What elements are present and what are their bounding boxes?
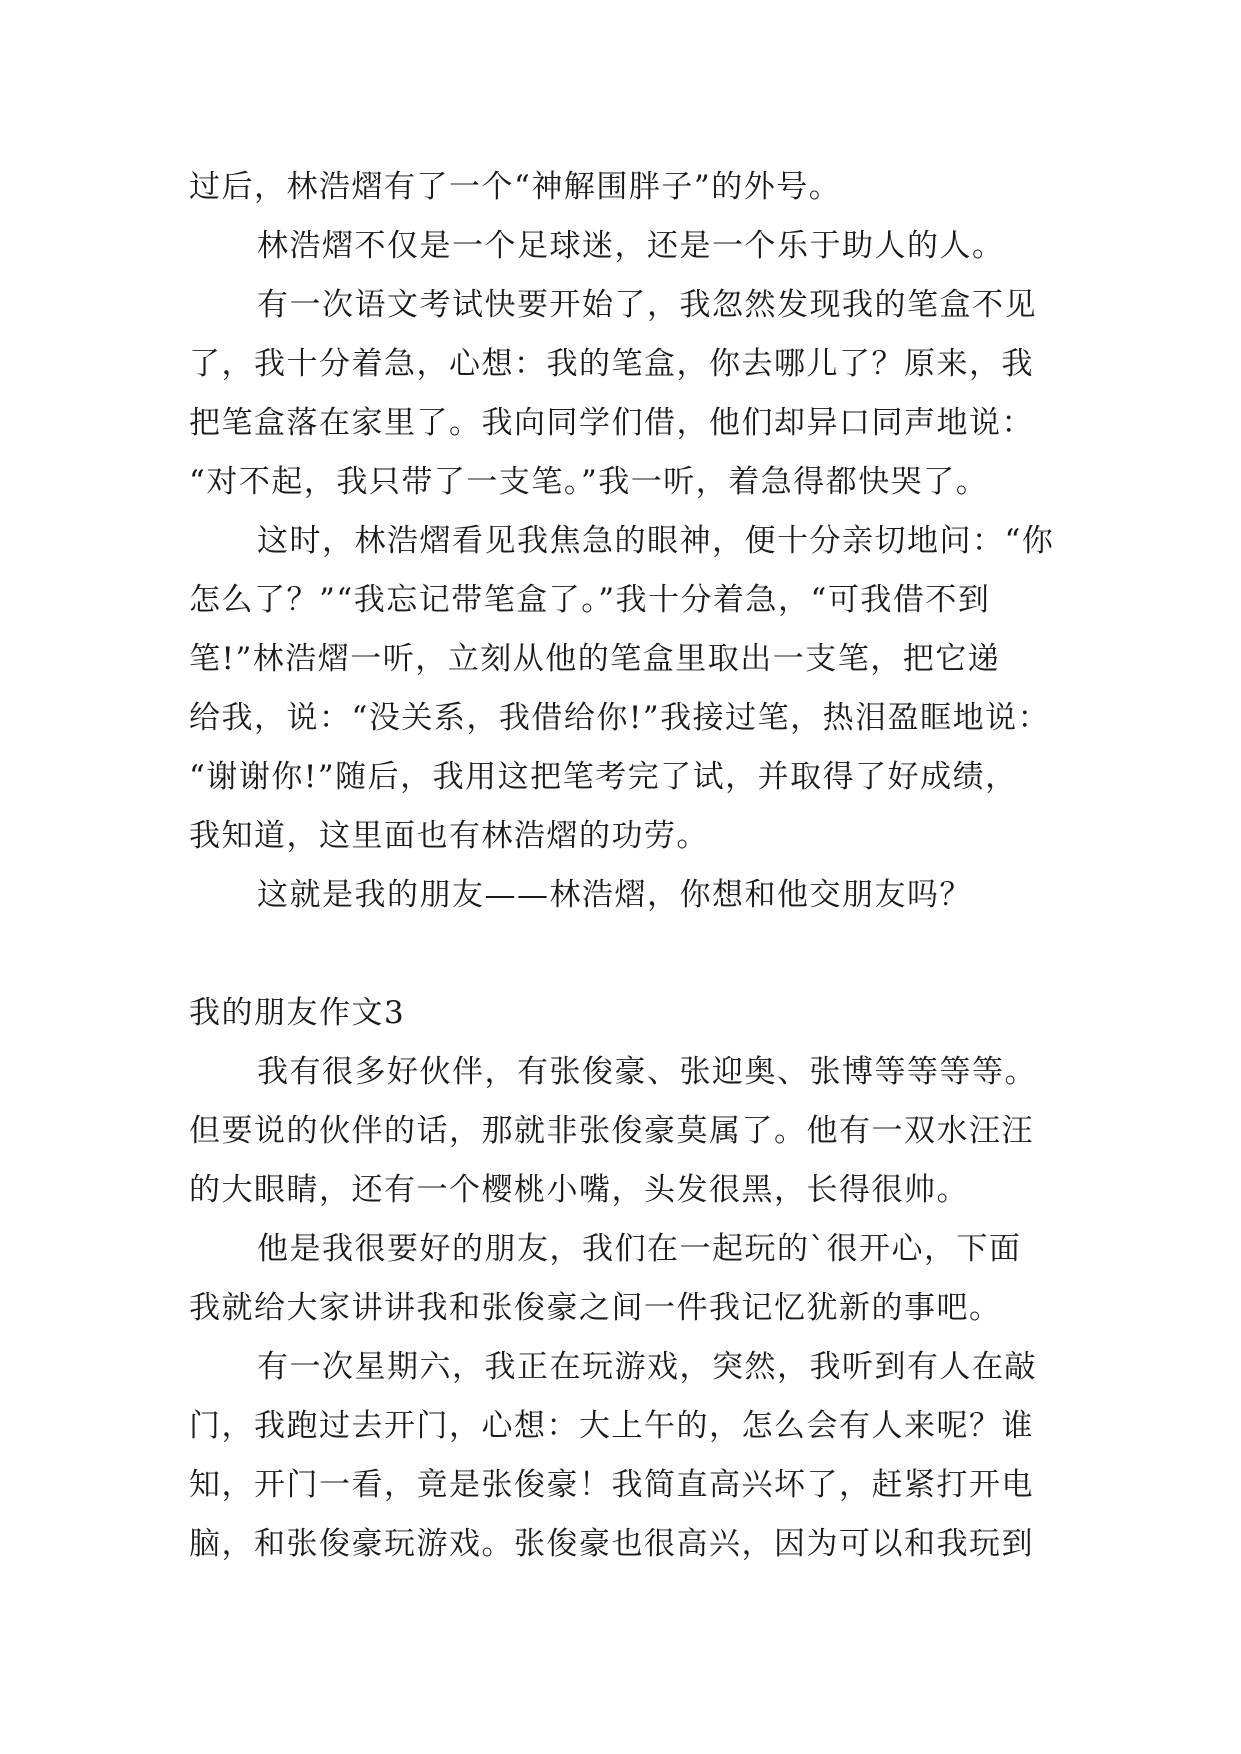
paragraph-line: 把笔盒落在家里了。我向同学们借，他们却异口同声地说： (189, 405, 1034, 441)
paragraph-line: 这时，林浩熠看见我焦急的眼神，便十分亲切地问：“你 (257, 523, 1055, 559)
section-spacer (189, 925, 1079, 984)
paragraph-line: 我知道，这里面也有林浩熠的功劳。 (189, 818, 709, 854)
paragraph-line: 有一次语文考试快要开始了，我忽然发现我的笔盒不见 (257, 287, 1037, 323)
section-heading: 我的朋友作文3 (189, 995, 406, 1031)
paragraph-line: 的大眼睛，还有一个樱桃小嘴，头发很黑，长得很帅。 (189, 1172, 969, 1208)
paragraph-line: 给我，说：“没关系，我借给你!”我接过笔，热泪盈眶地说： (189, 700, 1051, 736)
paragraph-line: 怎么了？”“我忘记带笔盒了。”我十分着急，“可我借不到 (189, 582, 991, 618)
paragraph-line: 了，我十分着急，心想：我的笔盒，你去哪儿了？原来，我 (189, 346, 1034, 382)
paragraph-line: 我就给大家讲讲我和张俊豪之间一件我记忆犹新的事吧。 (189, 1290, 1002, 1326)
paragraph-line: 我有很多好伙伴，有张俊豪、张迎奥、张博等等等等。 (257, 1054, 1037, 1090)
paragraph-line: “谢谢你!”随后，我用这把笔考完了试，并取得了好成绩， (189, 759, 1018, 795)
paragraph-line: 脑，和张俊豪玩游戏。张俊豪也很高兴，因为可以和我玩到 (189, 1526, 1034, 1562)
paragraph-line: 知，开门一看，竟是张俊豪！我简直高兴坏了，赶紧打开电 (189, 1467, 1034, 1503)
paragraph-line: 但要说的伙伴的话，那就非张俊豪莫属了。他有一双水汪汪 (189, 1113, 1034, 1149)
paragraph-line: 笔!”林浩熠一听，立刻从他的笔盒里取出一支笔，把它递 (189, 641, 1001, 677)
paragraph-line: “对不起，我只带了一支笔。”我一听，着急得都快哭了。 (189, 464, 989, 500)
paragraph-line: 有一次星期六，我正在玩游戏，突然，我听到有人在敲 (257, 1349, 1037, 1385)
document-body (189, 158, 1079, 1574)
paragraph-line: 他是我很要好的朋友，我们在一起玩的`很开心，下面 (257, 1231, 1022, 1267)
paragraph-line: 过后，林浩熠有了一个“神解围胖子”的外号。 (189, 169, 842, 205)
paragraph-line: 这就是我的朋友——林浩熠，你想和他交朋友吗？ (257, 877, 972, 913)
paragraph-line: 门，我跑过去开门，心想：大上午的，怎么会有人来呢？谁 (189, 1408, 1034, 1444)
paragraph-line: 林浩熠不仅是一个足球迷，还是一个乐于助人的人。 (257, 228, 1005, 264)
